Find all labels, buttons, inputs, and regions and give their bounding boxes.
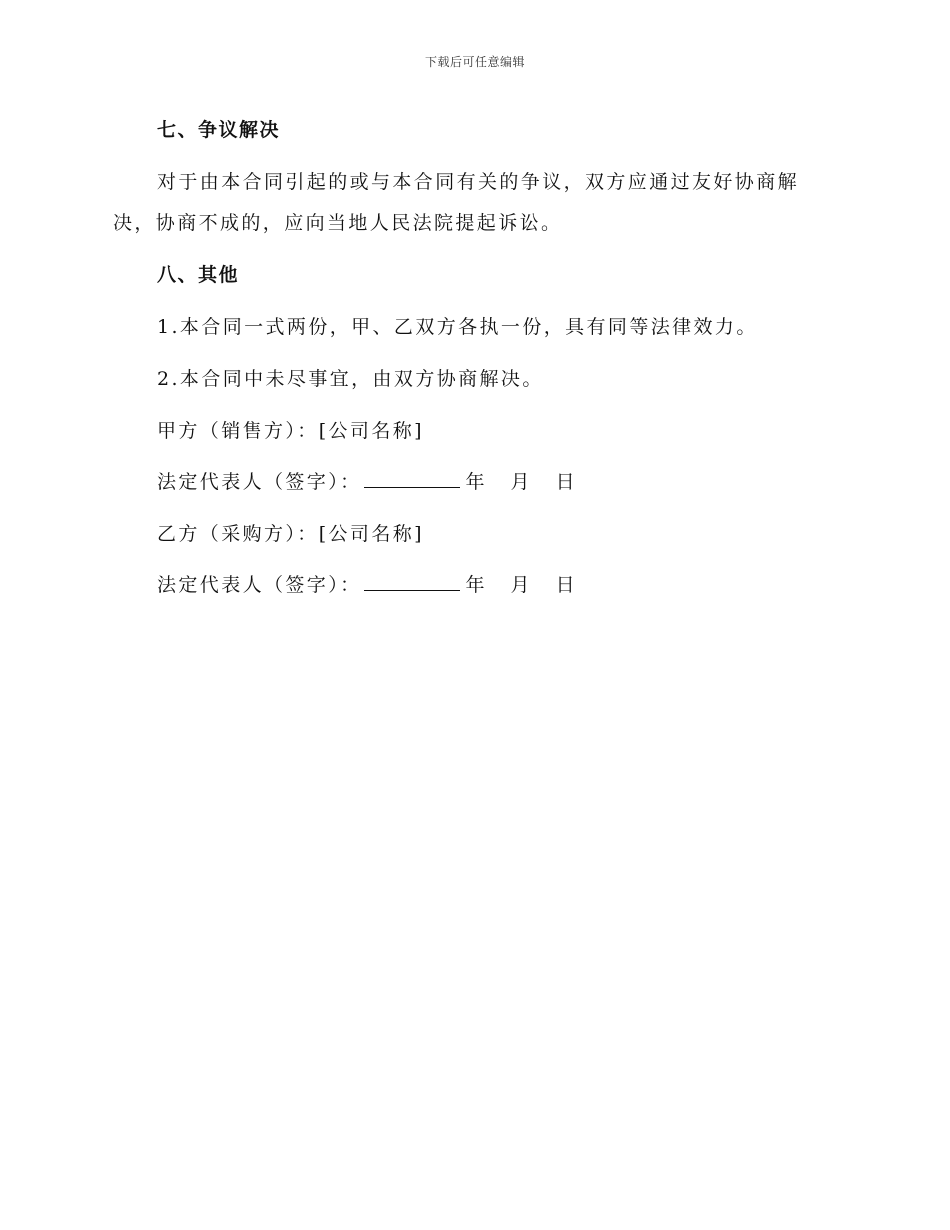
party-a-line: 甲方（销售方）：[公司名称] bbox=[157, 420, 424, 442]
other-item-2: 2.本合同中未尽事宜，由双方协商解决。 bbox=[157, 368, 544, 390]
party-a-date: 年 月 日 bbox=[465, 471, 585, 493]
section-heading-other: 八、其他 bbox=[157, 264, 240, 286]
party-a-signature-blank bbox=[364, 469, 460, 488]
dispute-paragraph-line-1: 对于由本合同引起的或与本合同有关的争议，双方应通过友好协商解 bbox=[157, 171, 800, 193]
other-item-1: 1.本合同一式两份，甲、乙双方各执一份，具有同等法律效力。 bbox=[157, 316, 758, 338]
party-b-date: 年 月 日 bbox=[465, 574, 585, 596]
party-b-representative-label: 法定代表人（签字）： bbox=[157, 574, 362, 596]
party-b-representative-line bbox=[157, 570, 585, 597]
dispute-paragraph-line-2: 决，协商不成的，应向当地人民法院提起诉讼。 bbox=[113, 212, 563, 234]
party-a-representative-line bbox=[157, 467, 585, 494]
party-b-line: 乙方（采购方）：[公司名称] bbox=[157, 523, 424, 545]
party-b-signature-blank bbox=[364, 572, 460, 591]
header-note: 下载后可任意编辑 bbox=[424, 55, 525, 69]
party-a-representative-label: 法定代表人（签字）： bbox=[157, 471, 362, 493]
section-heading-dispute: 七、争议解决 bbox=[157, 119, 281, 141]
